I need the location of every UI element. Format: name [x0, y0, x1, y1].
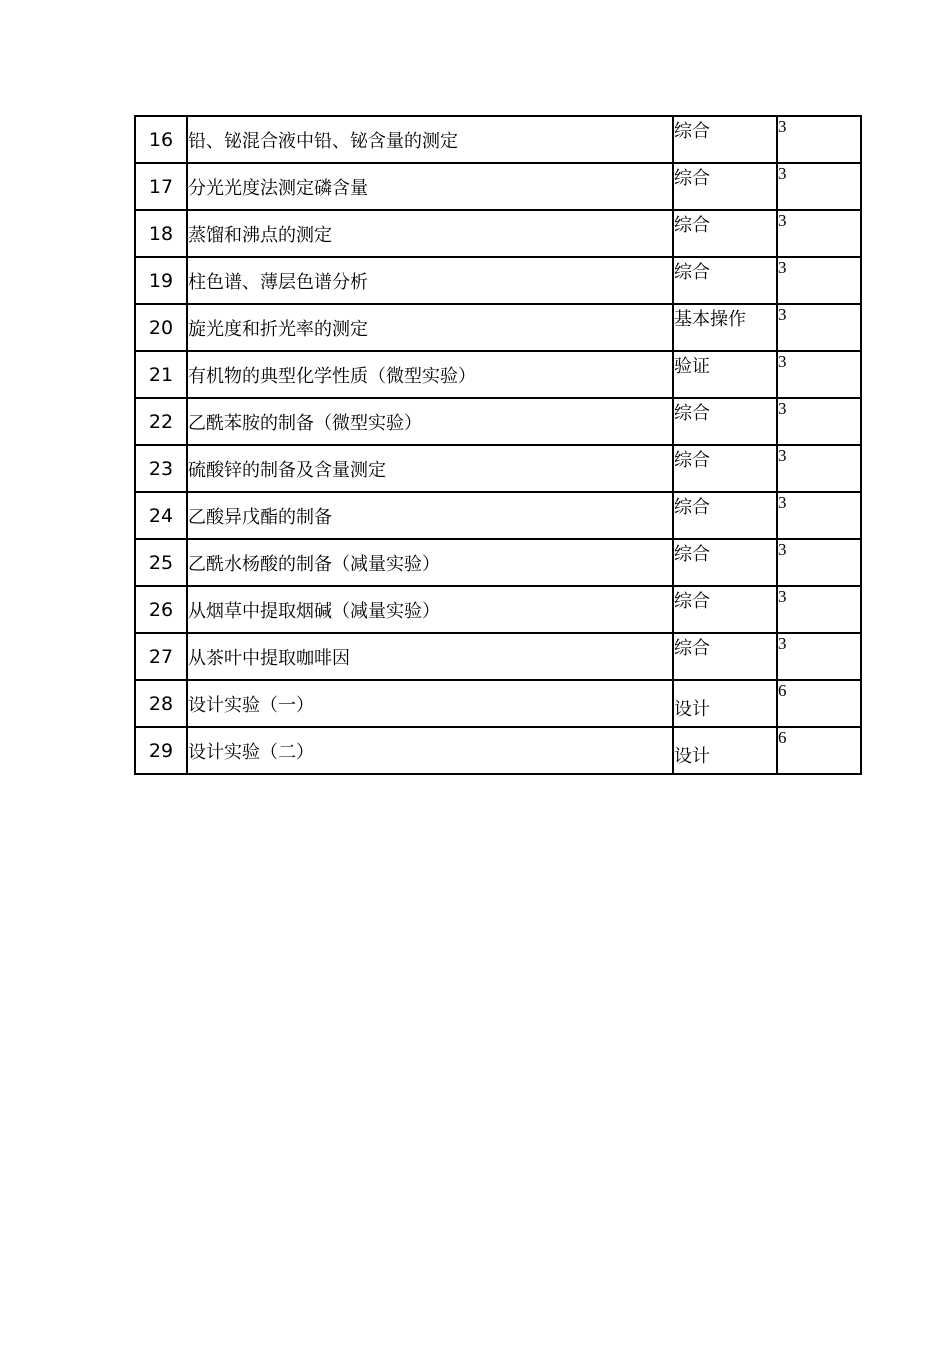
table-row: [135, 210, 861, 257]
experiment-name: 分光光度法测定磷含量: [187, 163, 673, 210]
experiment-hours: 3: [777, 116, 861, 163]
experiment-hours: 3: [777, 163, 861, 210]
table-row: [135, 163, 861, 210]
experiment-name: 设计实验（二）: [187, 727, 673, 774]
experiment-type: 综合: [673, 539, 777, 586]
experiment-hours: 3: [777, 492, 861, 539]
table-row: [135, 304, 861, 351]
experiment-hours: 3: [777, 586, 861, 633]
experiment-hours: 6: [777, 680, 861, 727]
experiment-type: 综合: [673, 398, 777, 445]
experiment-name: 设计实验（一）: [187, 680, 673, 727]
experiment-hours: 6: [777, 727, 861, 774]
experiment-type: 综合: [673, 163, 777, 210]
experiment-name: 乙酸异戊酯的制备: [187, 492, 673, 539]
table-row: [135, 257, 861, 304]
experiment-hours: 3: [777, 539, 861, 586]
row-number: 24: [135, 492, 187, 539]
experiment-name: 乙酰苯胺的制备（微型实验）: [187, 398, 673, 445]
experiment-type: 验证: [673, 351, 777, 398]
experiment-hours: 3: [777, 445, 861, 492]
experiment-type: 综合: [673, 633, 777, 680]
experiment-hours: 3: [777, 351, 861, 398]
row-number: 18: [135, 210, 187, 257]
experiment-name: 有机物的典型化学性质（微型实验）: [187, 351, 673, 398]
experiment-name: 柱色谱、薄层色谱分析: [187, 257, 673, 304]
experiment-name: 铅、铋混合液中铅、铋含量的测定: [187, 116, 673, 163]
table-row: [135, 492, 861, 539]
row-number: 16: [135, 116, 187, 163]
experiment-type: 基本操作: [673, 304, 777, 351]
experiment-name: 硫酸锌的制备及含量测定: [187, 445, 673, 492]
table-row: [135, 586, 861, 633]
table-row: [135, 445, 861, 492]
table-row: [135, 727, 861, 774]
experiment-type: 综合: [673, 116, 777, 163]
table-row: [135, 351, 861, 398]
experiment-type: 综合: [673, 445, 777, 492]
table-row: [135, 539, 861, 586]
table-row: [135, 398, 861, 445]
experiment-hours: 3: [777, 257, 861, 304]
row-number: 23: [135, 445, 187, 492]
experiment-name: 从烟草中提取烟碱（减量实验）: [187, 586, 673, 633]
row-number: 22: [135, 398, 187, 445]
experiment-type: 综合: [673, 210, 777, 257]
experiment-type: 综合: [673, 257, 777, 304]
experiment-type: 设计: [673, 680, 777, 727]
experiment-hours: 3: [777, 304, 861, 351]
row-number: 17: [135, 163, 187, 210]
experiment-type: 设计: [673, 727, 777, 774]
row-number: 28: [135, 680, 187, 727]
row-number: 21: [135, 351, 187, 398]
experiment-type: 综合: [673, 586, 777, 633]
row-number: 27: [135, 633, 187, 680]
row-number: 19: [135, 257, 187, 304]
experiment-name: 乙酰水杨酸的制备（减量实验）: [187, 539, 673, 586]
row-number: 29: [135, 727, 187, 774]
experiment-type: 综合: [673, 492, 777, 539]
experiment-hours: 3: [777, 398, 861, 445]
experiment-name: 从茶叶中提取咖啡因: [187, 633, 673, 680]
experiment-name: 蒸馏和沸点的测定: [187, 210, 673, 257]
row-number: 20: [135, 304, 187, 351]
table-row: [135, 680, 861, 727]
experiment-name: 旋光度和折光率的测定: [187, 304, 673, 351]
experiment-hours: 3: [777, 633, 861, 680]
table-row: [135, 116, 861, 163]
table-row: [135, 633, 861, 680]
experiment-table: [134, 115, 862, 775]
row-number: 26: [135, 586, 187, 633]
experiment-hours: 3: [777, 210, 861, 257]
row-number: 25: [135, 539, 187, 586]
